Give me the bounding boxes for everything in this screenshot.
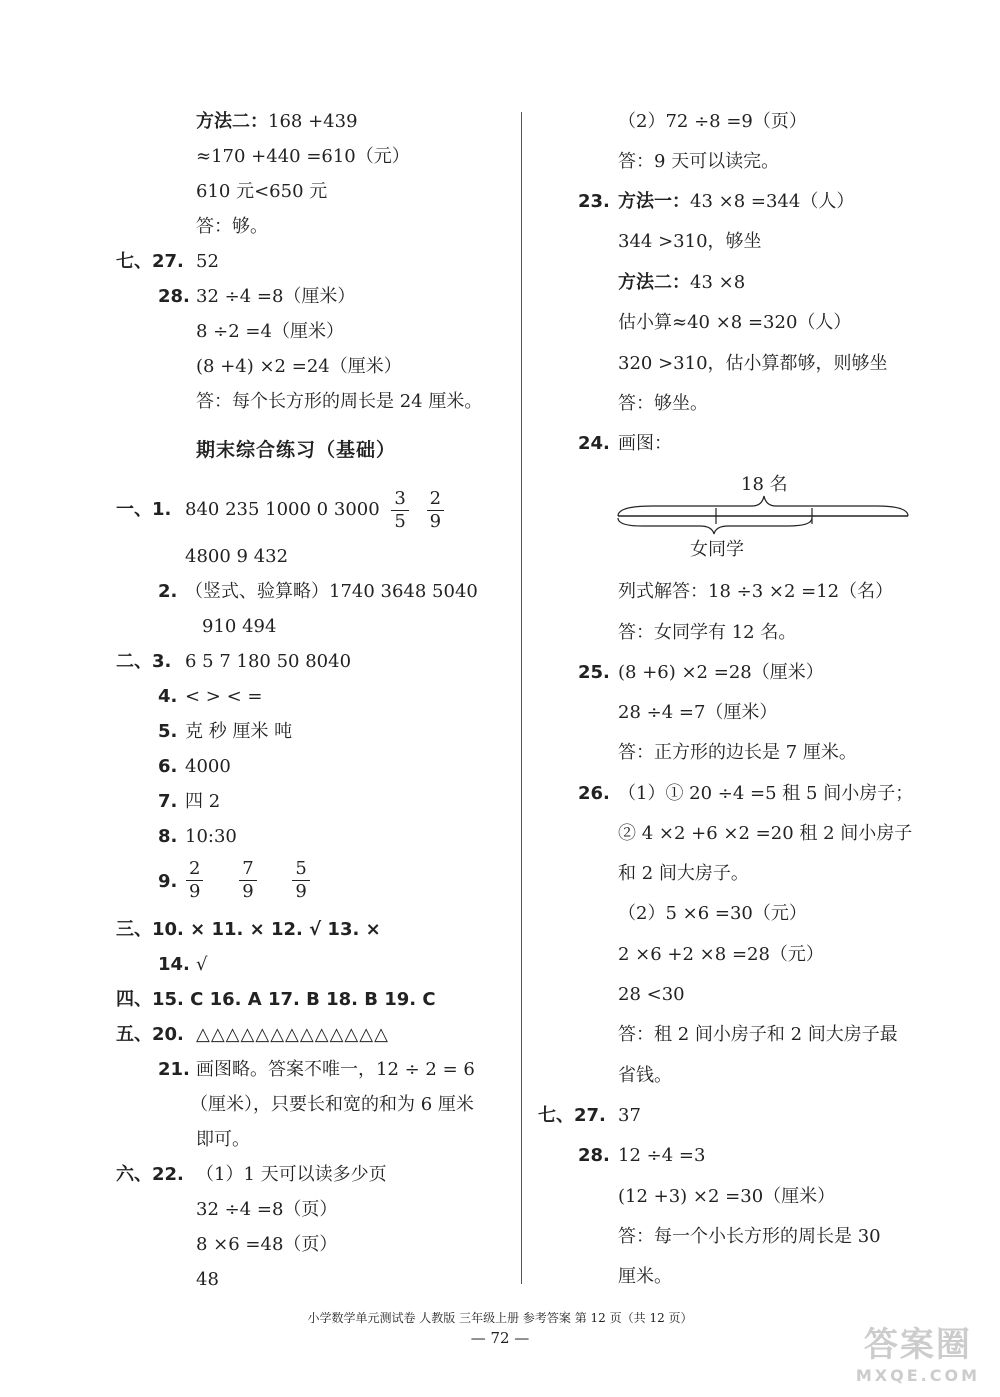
question-label: 七、27. (116, 251, 184, 272)
question-label: 21. (158, 1059, 190, 1080)
answer-line: 答：正方形的边长是 7 厘米。 (618, 742, 857, 763)
method2-line (196, 110, 358, 134)
fraction-numerator: 7 (239, 858, 256, 881)
answer-value: 37 (618, 1105, 641, 1126)
segment-diagram (612, 492, 914, 536)
question-label: 7. (158, 791, 178, 812)
answer-line: （厘米），只要长和宽的和为 6 厘米 (190, 1094, 474, 1115)
answer-line: 画图略。答案不唯一，12 ÷ 2 = 6 (196, 1059, 475, 1080)
answer-line: 答：每一个小长方形的周长是 30 (618, 1226, 881, 1247)
compare-line: 610 元<650 元 (196, 181, 328, 202)
page-footer: 小学数学单元测试卷 人教版 三年级上册 参考答案 第 12 页（共 12 页） (307, 1311, 693, 1325)
triangle-row: △△△△△△△△△△△△△ (196, 1024, 389, 1045)
fraction-denominator: 5 (394, 510, 406, 532)
method2-label: 方法二： (618, 272, 690, 293)
answer-line: 厘米。 (618, 1266, 672, 1287)
fraction-denominator: 9 (242, 880, 254, 902)
fraction-row (180, 857, 316, 903)
answer-values: 克 秒 厘米 吨 (185, 721, 293, 742)
question-label: 5. (158, 721, 178, 742)
calc-line: 32 ÷4 =8（厘米） (196, 286, 356, 307)
question-label: 24. (578, 433, 610, 454)
method2-label: 方法二： (196, 111, 268, 132)
method2-line (618, 271, 745, 295)
calc-line: (8 +4) ×2 =24（厘米） (196, 356, 402, 377)
answer-line: （1）1 天可以读多少页 (196, 1164, 387, 1185)
calc-line: （2）5 ×6 =30（元） (618, 903, 807, 924)
section-title: 期末综合练习（基础） (196, 439, 397, 461)
question-label: 25. (578, 662, 610, 683)
answer-line: 答：够坐。 (618, 393, 708, 414)
calc-line: 28 <30 (618, 984, 685, 1005)
question-label: 26. (578, 783, 610, 804)
calc-line: 和 2 间大房子。 (618, 863, 749, 884)
question-label: 一、1. (116, 499, 172, 520)
answer-line: 即可。 (196, 1129, 250, 1150)
diagram-bottom-label: 女同学 (690, 539, 744, 560)
answer-line: 省钱。 (618, 1065, 672, 1086)
question-label: 4. (158, 686, 178, 707)
question-label: 23. (578, 191, 610, 212)
calc-line: ② 4 ×2 +6 ×2 =20 租 2 间小房子 (618, 823, 913, 844)
calc-line: 32 ÷4 =8（页） (196, 1199, 338, 1220)
answer-line: 答：女同学有 12 名。 (618, 622, 797, 643)
answer-values: 10:30 (185, 826, 237, 847)
answer-values: 910 494 (202, 616, 277, 637)
fraction (391, 488, 408, 533)
calc-line: （1）① 20 ÷4 =5 租 5 间小房子； (618, 783, 914, 804)
method2-expr: 168 +439 (268, 111, 358, 132)
fraction (427, 488, 444, 533)
answer-row: 四、15. C 16. A 17. B 18. B 19. C (116, 989, 436, 1010)
watermark-logo (856, 1317, 980, 1385)
method2-expr: 43 ×8 (690, 272, 746, 293)
answer-values: 840 235 1000 0 3000 (185, 499, 380, 520)
calc-line: 2 ×6 +2 ×8 =28（元） (618, 944, 824, 965)
question-label: 8. (158, 826, 178, 847)
calc-line: 列式解答：18 ÷3 ×2 =12（名） (618, 581, 894, 602)
calc-line: (12 +3) ×2 =30（厘米） (618, 1186, 836, 1207)
answer-values: （竖式、验算略）1740 3648 5040 (185, 581, 478, 602)
answer-value: 52 (196, 251, 219, 272)
answer-values: < > < = (185, 686, 263, 707)
answer-row: 三、10. × 11. × 12. √ 13. × (116, 919, 381, 940)
column-divider (521, 112, 522, 1284)
watermark-url: MXQE.COM (855, 1366, 980, 1385)
answer-line: 答：9 天可以读完。 (618, 151, 780, 172)
calc-line: (8 +6) ×2 =28（厘米） (618, 662, 824, 683)
answer-line: 答：够。 (196, 216, 268, 237)
answer-values: 6 5 7 180 50 8040 (185, 651, 352, 672)
answer-values: 4000 (185, 756, 231, 777)
method1-expr: 43 ×8 =344（人） (690, 191, 855, 212)
method1-label: 方法一： (618, 191, 690, 212)
fraction-numerator: 2 (427, 488, 444, 511)
calc-line: 320 >310，估小算都够，则够坐 (618, 353, 888, 374)
fraction (239, 858, 256, 903)
answer-line: 画图： (618, 433, 672, 454)
question-label: 28. (578, 1145, 610, 1166)
question-label: 二、3. (116, 651, 172, 672)
answer-values: √ (196, 954, 208, 975)
fraction-denominator: 9 (189, 880, 201, 902)
fraction-denominator: 9 (295, 880, 307, 902)
answer-row (185, 487, 450, 533)
answer-values: 4800 9 432 (185, 546, 289, 567)
fraction-numerator: 3 (391, 488, 408, 511)
calc-line: 12 ÷4 =3 (618, 1145, 706, 1166)
answer-values: 四 2 (185, 791, 221, 812)
calc-line: （2）72 ÷8 =9（页） (618, 111, 807, 132)
watermark-title: 答案圈 (863, 1325, 972, 1365)
diagram-top-label: 18 名 (741, 474, 788, 495)
answer-line: 答：每个长方形的周长是 24 厘米。 (196, 391, 483, 412)
question-label: 28. (158, 286, 190, 307)
fraction-numerator: 5 (292, 858, 309, 881)
estimate-line: ≈170 +440 =610（元） (196, 146, 410, 167)
fraction-numerator: 2 (186, 858, 203, 881)
fraction (186, 858, 203, 903)
question-label: 五、20. (116, 1024, 184, 1045)
calc-line: 48 (196, 1269, 219, 1290)
question-label: 9. (158, 871, 178, 892)
calc-line: 28 ÷4 =7（厘米） (618, 702, 778, 723)
question-label: 14. (158, 954, 190, 975)
top-brace (618, 496, 908, 516)
fraction-denominator: 9 (429, 510, 442, 532)
answer-line: 答：租 2 间小房子和 2 间大房子最 (618, 1024, 898, 1045)
calc-line: 344 >310，够坐 (618, 231, 762, 252)
bottom-brace (618, 518, 812, 534)
calc-line: 8 ×6 =48（页） (196, 1234, 338, 1255)
question-label: 七、27. (538, 1105, 606, 1126)
calc-line: 8 ÷2 =4（厘米） (196, 321, 344, 342)
question-label: 2. (158, 581, 178, 602)
question-label: 六、22. (116, 1164, 184, 1185)
question-label: 6. (158, 756, 178, 777)
method1-line (618, 190, 854, 214)
page-number: — 72 — (470, 1329, 530, 1347)
fraction (292, 858, 309, 903)
calc-line: 估小算≈40 ×8 =320（人） (618, 312, 852, 333)
